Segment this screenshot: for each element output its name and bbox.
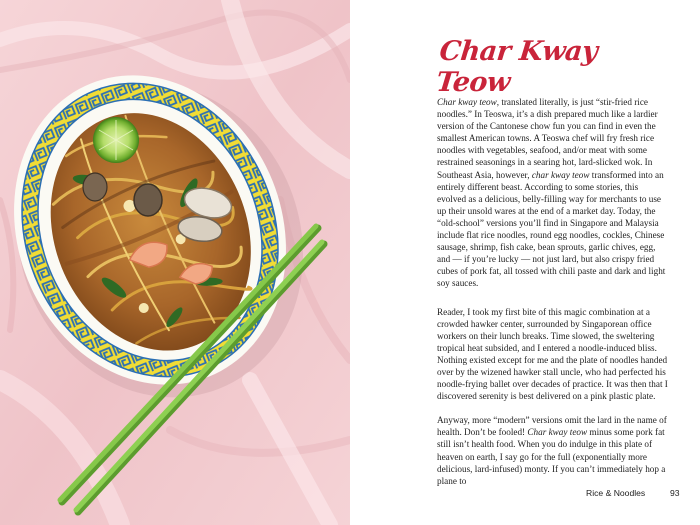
recipe-body bbox=[437, 96, 669, 498]
text-run: Anyway, more “modern” versions omit the lard in the name of health. Don’t be fooled! bbox=[437, 415, 667, 438]
italic-term: char kway teow bbox=[531, 169, 590, 180]
page-footer bbox=[350, 488, 700, 502]
paragraph-3 bbox=[437, 414, 669, 487]
page-number: 93 bbox=[670, 488, 680, 498]
paragraph-2 bbox=[437, 306, 669, 403]
text-run: minus some pork fat still isn’t health food. When you do indulge in this plate of heaven on earth, I say go for the full (exponentially more delicious, lard-infused) monty. If you can’t immediately hop a plane to bbox=[437, 427, 666, 486]
paragraph-1 bbox=[437, 96, 669, 290]
text-run: transformed into an entirely different beast. According to some stories, this evolved as a delicious, belly-filling way for merchants to use up their unsold wares at the end of a market day. Today, the “old-school” versions you’ll find in Singapore and Malaysia include flat rice noodles, round egg noodles, cockles, Chinese sausage, shrimp, fish cake, bean sprouts, garlic chives, egg, and — if you’re lucky — not just lard, but also crispy fried cubes of pork fat, all tossed with chili paste and dark and light soy sauces. bbox=[437, 169, 666, 289]
text-page bbox=[350, 0, 700, 525]
lime-wedge bbox=[93, 117, 139, 163]
recipe-title: Char Kway Teow bbox=[434, 36, 599, 98]
section-name: Rice & Noodles bbox=[586, 488, 646, 498]
text-run: , translated literally, is just “stir-fried rice noodles.” In Teoswa, it’s a dish prepared much like a lardier version of the Cantonese chow fun you can find in even the smallest American towns. A Teoswa chef will fry fresh rice noodles with vegetables, seafood, and/or meat with some restrained seasonings in a searing hot, lard-slicked wok. In Southeast Asia, however, bbox=[437, 97, 658, 180]
italic-term: Char kway teow bbox=[527, 427, 588, 438]
italic-term: Char kway teow bbox=[437, 97, 497, 107]
text-run: Reader, I took my first bite of this magic combination at a crowded hawker center, surrounded by Singaporean office workers on their lunch breaks. Time slowed, the sweltering tropical heat subsided, and I entered a noodle-induced bliss. Nothing existed except for me and the plate of noodles handed over by the wizened hawker stall uncle, who had perfected his noodle-frying ballet over decades of practice. It was then that I discovered serenity is best delivered on a pink plastic plate. bbox=[437, 306, 668, 402]
